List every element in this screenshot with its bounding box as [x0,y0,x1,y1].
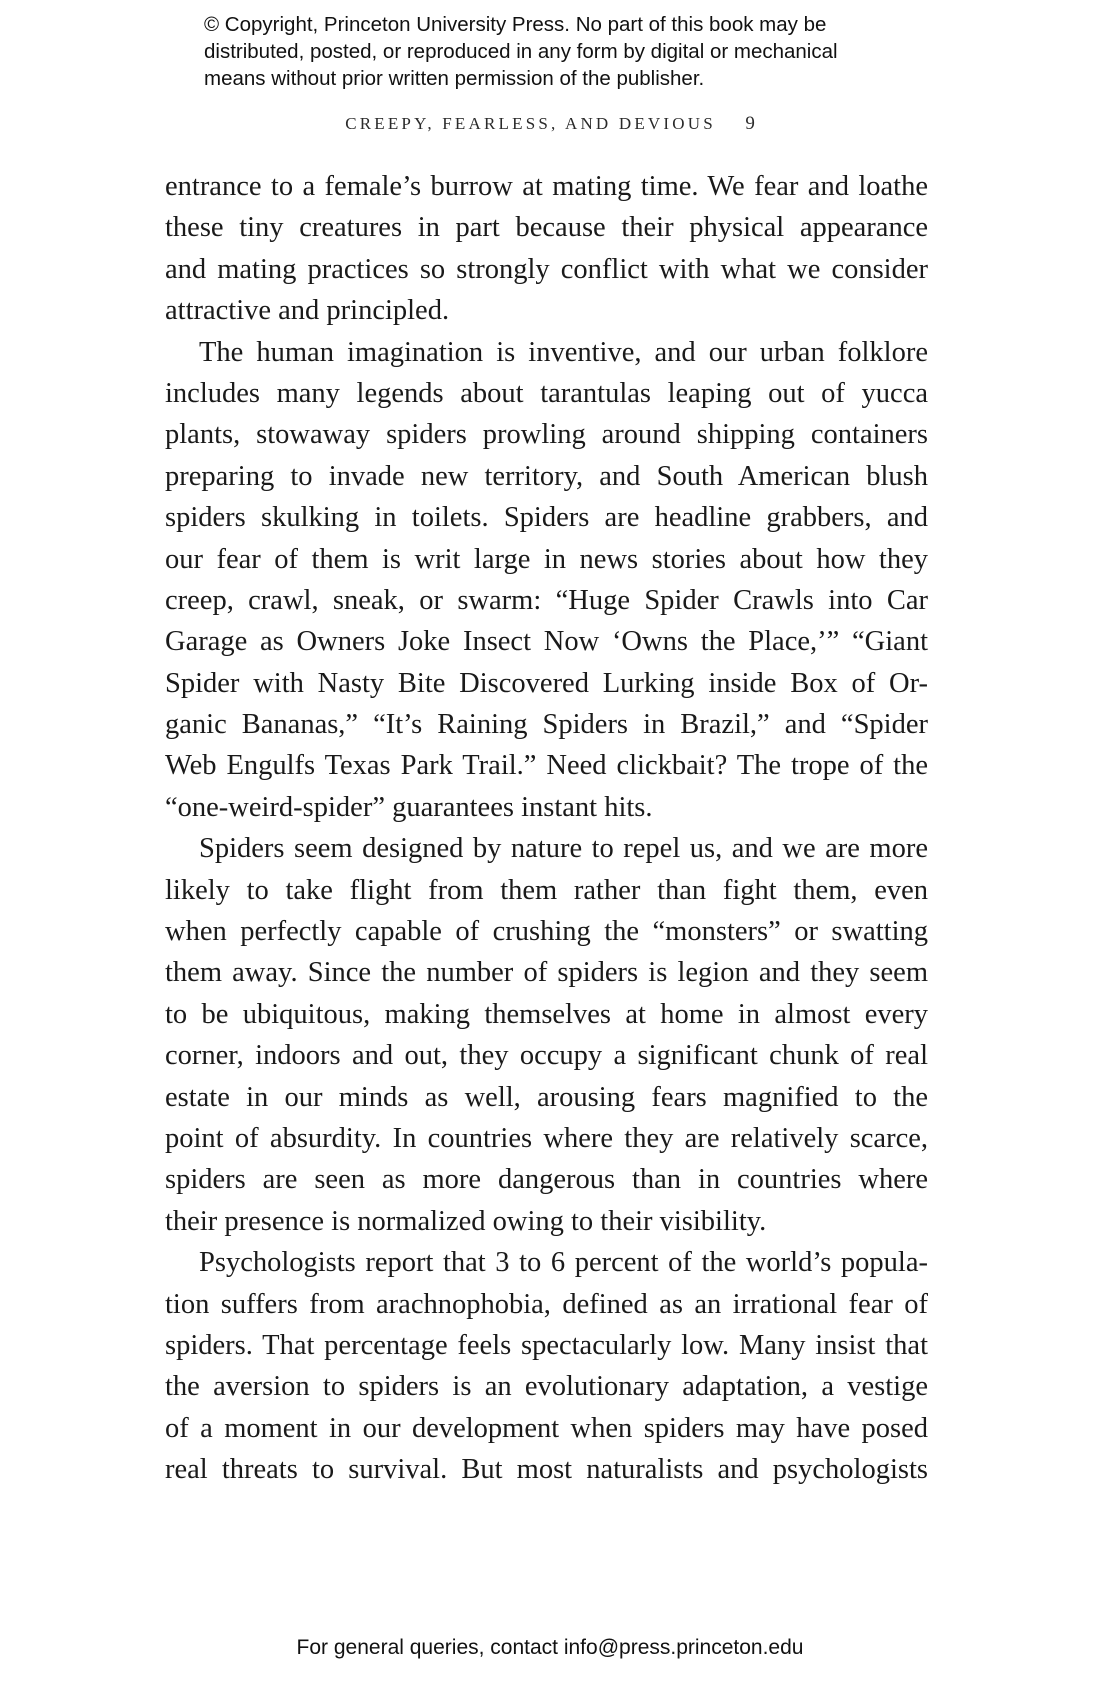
text-line: includes many legends about tarantulas leaping out of yucca [165,377,928,409]
copyright-line: © Copyright, Princeton University Press. No part of this book may be [204,13,827,36]
text-line: spiders skulking in toilets. Spiders are headline grabbers, and [165,502,928,534]
text-line: corner, indoors and out, they occupy a significant chunk of real [165,1040,928,1072]
page-number: 9 [745,113,755,134]
text-line: likely to take flight from them rather than fight them, even [165,874,928,906]
copyright-line: distributed, posted, or reproduced in any form by digital or mechanical [204,40,838,63]
text-line: entrance to a female’s burrow at mating time. We fear and loathe [165,171,928,202]
footer-contact: For general queries, contact info@press.princeton.edu [296,1636,804,1659]
paragraph [165,332,928,829]
running-head-title: CREEPY, FEARLESS, AND DEVIOUS [345,114,716,133]
text-line: point of absurdity. In countries where they are relatively scarce, [165,1122,928,1154]
body-text [165,166,928,1491]
paragraph [165,166,928,332]
text-line: and mating practices so strongly conflict with what we consider [165,253,928,285]
text-line: our fear of them is writ large in news stories about how they [165,543,928,575]
text-line: estate in our minds as well, arousing fears magnified to the [165,1081,928,1113]
text-line: Spider with Nasty Bite Discovered Lurking inside Box of Or- [165,667,928,699]
text-line: to be ubiquitous, making themselves at home in almost every [165,998,928,1030]
text-line: Psychologists report that 3 to 6 percent of the world’s popula- [199,1247,928,1279]
text-line: attractive and principled. [165,295,450,327]
text-line: spiders are seen as more dangerous than in countries where [165,1164,928,1196]
text-line: “one-weird-spider” guarantees instant hits. [165,791,653,823]
text-line: preparing to invade new territory, and South American blush [165,460,928,492]
text-line: of a moment in our development when spiders may have posed [165,1412,928,1444]
text-line: Web Engulfs Texas Park Trail.” Need clickbait? The trope of the [165,750,928,782]
text-line: plants, stowaway spiders prowling around shipping containers [165,419,928,451]
text-line: spiders. That percentage feels spectacularly low. Many insist that [165,1329,928,1361]
text-line: the aversion to spiders is an evolutionary adaptation, a vestige [165,1371,928,1403]
copyright-notice [204,11,924,92]
copyright-line: means without prior written permission of the publisher. [204,67,705,90]
running-head [0,113,1100,135]
text-line: these tiny creatures in part because their physical appearance [165,212,928,244]
text-line: tion suffers from arachnophobia, defined as an irrational fear of [165,1288,928,1320]
text-line: ganic Bananas,” “It’s Raining Spiders in Brazil,” and “Spider [165,709,928,741]
text-line: creep, crawl, sneak, or swarm: “Huge Spider Crawls into Car [165,584,928,616]
text-line: real threats to survival. But most naturalists and psychologists [165,1454,928,1486]
text-line: The human imagination is inventive, and our urban folklore [199,336,928,368]
text-line: Garage as Owners Joke Insect Now ‘Owns the Place,’” “Giant [165,626,928,658]
text-line: them away. Since the number of spiders is legion and they seem [165,957,928,989]
text-line: their presence is normalized owing to their visibility. [165,1205,767,1237]
paragraph [165,828,928,1242]
text-line: Spiders seem designed by nature to repel us, and we are more [199,833,928,865]
paragraph [165,1242,928,1490]
text-line: when perfectly capable of crushing the “monsters” or swatting [165,916,928,948]
